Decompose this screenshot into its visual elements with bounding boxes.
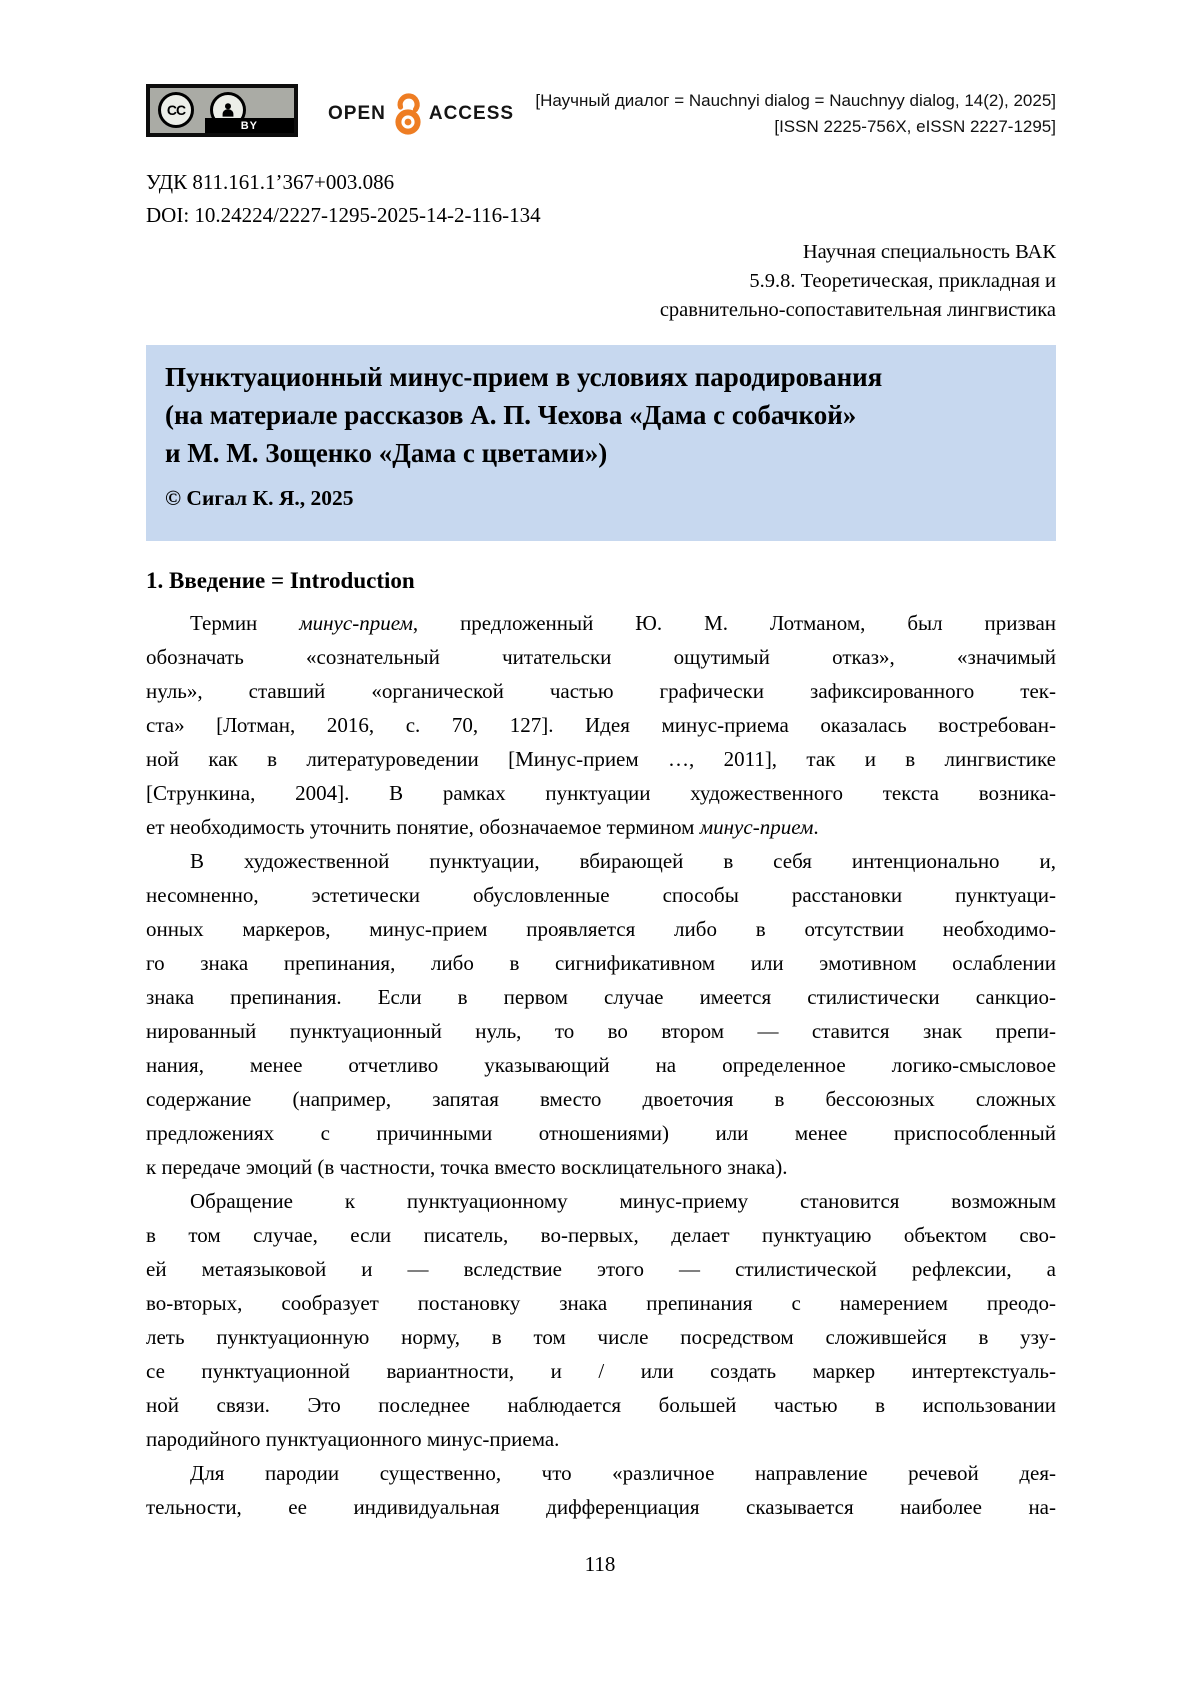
cc-icon bbox=[158, 92, 194, 128]
vak-specialty-block bbox=[660, 238, 1056, 325]
cc-icon-label: CC bbox=[166, 102, 186, 118]
paragraph bbox=[146, 844, 1056, 1184]
text-line: обозначать «сознательный читательски ощутимый отказ», «значимый bbox=[146, 645, 1056, 669]
udc-code: УДК 811.161.1’367+003.086 bbox=[146, 170, 395, 194]
journal-title-line: [Научный диалог = Nauchnyi dialog = Nauchnyy dialog, 14(2), 2025] bbox=[535, 91, 1056, 110]
text-line: онных маркеров, минус-прием проявляется либо в отсутствии необходимо- bbox=[146, 917, 1056, 941]
paragraph bbox=[146, 1456, 1056, 1524]
text-line: Для пародии существенно, что «различное направление речевой дея- bbox=[190, 1461, 1056, 1485]
cc-by-label: BY bbox=[205, 118, 294, 133]
paragraph bbox=[146, 1184, 1056, 1456]
paragraph bbox=[146, 606, 1056, 844]
text-line: го знака препинания, либо в сигнификативном или эмотивном ослаблении bbox=[146, 951, 1056, 975]
text-line: ет необходимость уточнить понятие, обозначаемое термином минус-прием. bbox=[146, 815, 819, 839]
title-line: и М. М. Зощенко «Дама с цветами») bbox=[165, 438, 608, 468]
journal-issn-line: [ISSN 2225-756X, eISSN 2227-1295] bbox=[774, 117, 1056, 136]
text-line: В художественной пунктуации, вбирающей в себя интенционально и, bbox=[190, 849, 1056, 873]
text-line: леть пунктуационную норму, в том числе посредством сложившейся в узу- bbox=[146, 1325, 1056, 1349]
text-line: в том случае, если писатель, во-первых, делает пунктуацию объектом сво- bbox=[146, 1223, 1056, 1247]
text-line: ной связи. Это последнее наблюдается большей частью в использовании bbox=[146, 1393, 1056, 1417]
open-access-access-label: ACCESS bbox=[428, 103, 515, 124]
text-line: се пунктуационной вариантности, и / или создать маркер интертекстуаль- bbox=[146, 1359, 1056, 1383]
text-line: пародийного пунктуационного минус-приема. bbox=[146, 1427, 560, 1451]
article-author-copyright: © Сигал К. Я., 2025 bbox=[165, 486, 354, 510]
text-line: нуль», ставший «органической частью графически зафиксированного тек- bbox=[146, 679, 1056, 703]
text-line: ста» [Лотман, 2016, с. 70, 127]. Идея минус-приема оказалась востребован- bbox=[146, 713, 1056, 737]
text-line: несомненно, эстетически обусловленные способы расстановки пунктуаци- bbox=[146, 883, 1056, 907]
text-line: знака препинания. Если в первом случае имеется стилистически санкцио- bbox=[146, 985, 1056, 1009]
text-line: ей метаязыковой и — вследствие этого — стилистической рефлексии, а bbox=[146, 1257, 1056, 1281]
open-access-open-label: OPEN bbox=[328, 103, 386, 124]
text-line: Термин минус-прием, предложенный Ю. М. Лотманом, был призван bbox=[190, 611, 1057, 635]
article-title bbox=[165, 358, 1037, 472]
text-line: нания, менее отчетливо указывающий на определенное логико-смысловое bbox=[146, 1053, 1056, 1077]
title-line: (на материале рассказов А. П. Чехова «Дама с собачкой» bbox=[165, 400, 857, 430]
vak-line: сравнительно-сопоставительная лингвистика bbox=[659, 299, 1056, 321]
text-line: к передаче эмоций (в частности, точка вместо восклицательного знака). bbox=[146, 1155, 788, 1179]
section-heading: 1. Введение = Introduction bbox=[146, 568, 415, 593]
doi-code: DOI: 10.24224/2227-1295-2025-14-2-116-134 bbox=[146, 203, 541, 227]
open-lock-icon bbox=[391, 92, 424, 136]
vak-line: 5.9.8. Теоретическая, прикладная и bbox=[749, 270, 1056, 292]
open-access-logo bbox=[328, 92, 514, 136]
person-icon-glyph bbox=[218, 100, 238, 120]
journal-info bbox=[535, 84, 1056, 140]
text-line: содержание (например, запятая вместо двоеточия в бессоюзных сложных bbox=[146, 1087, 1056, 1111]
article-title-block bbox=[146, 345, 1056, 541]
title-line: Пунктуационный минус-прием в условиях пародирования bbox=[165, 362, 883, 392]
text-line: предложениях с причинными отношениями) или менее приспособленный bbox=[146, 1121, 1056, 1145]
text-line: нированный пунктуационный нуль, то во втором — ставится знак препи- bbox=[146, 1019, 1056, 1043]
cc-by-license-badge bbox=[146, 84, 298, 137]
page-number: 118 bbox=[584, 1552, 616, 1576]
body-text bbox=[146, 606, 1056, 1524]
text-line: во-вторых, сообразует постановку знака препинания с намерением преодо- bbox=[146, 1291, 1056, 1315]
page-header bbox=[146, 84, 1056, 140]
text-line: Обращение к пунктуационному минус-приему становится возможным bbox=[190, 1189, 1056, 1213]
text-line: тельности, ее индивидуальная дифференциация сказывается наиболее на- bbox=[146, 1495, 1056, 1519]
vak-line: Научная специальность ВАК bbox=[802, 241, 1056, 263]
text-line: [Стрункина, 2004]. В рамках пунктуации художественного текста возника- bbox=[146, 781, 1056, 805]
text-line: ной как в литературоведении [Минус-прием …, 2011], так и в лингвистике bbox=[146, 747, 1056, 771]
